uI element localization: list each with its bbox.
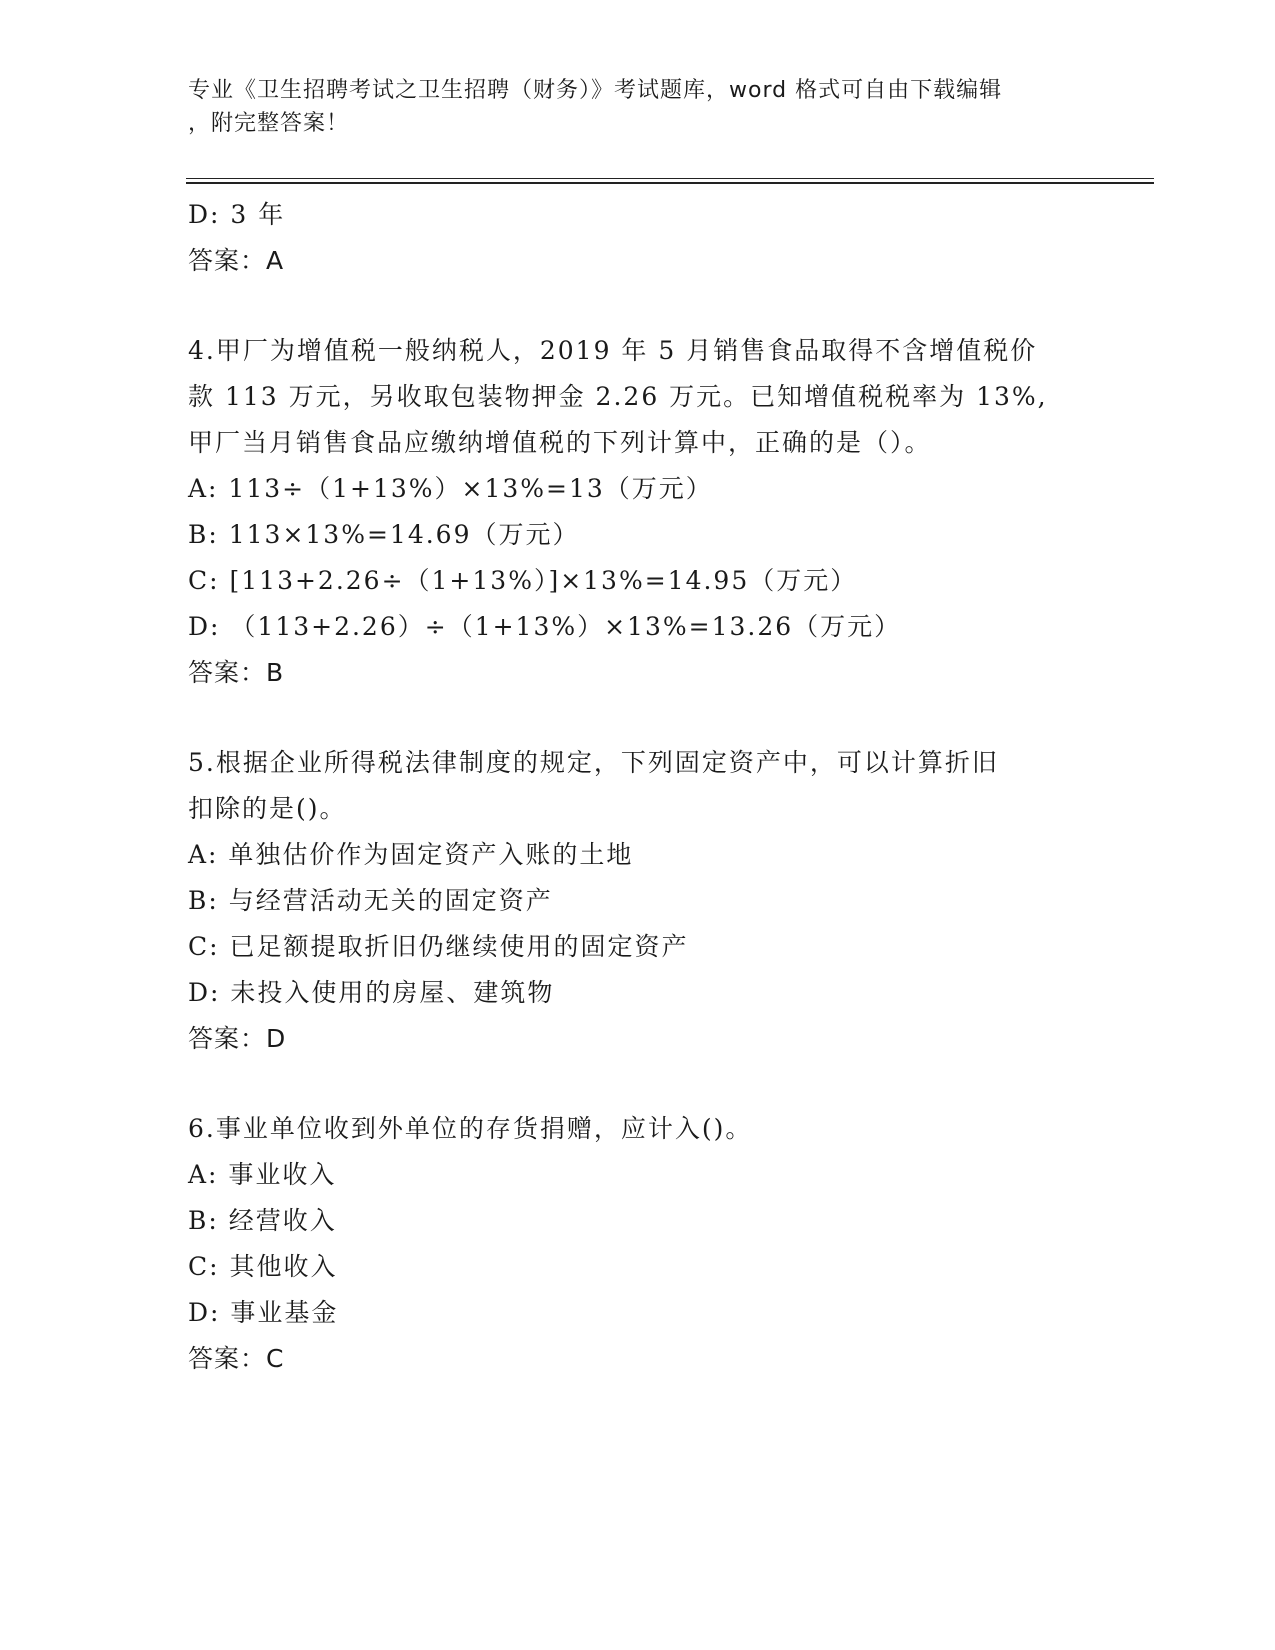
previous-question-tail (188, 192, 1088, 284)
option-c: C: 已足额提取折旧仍继续使用的固定资产 (188, 932, 689, 961)
question-6 (188, 1106, 1088, 1382)
option-a: A: 113÷（1+13%）×13%=13（万元） (188, 474, 713, 503)
answer-line: 答案：D (188, 1024, 287, 1053)
option-c: C: [113+2.26÷（1+13%）]×13%=14.95（万元） (188, 566, 858, 595)
question-text-line: 款 113 万元，另收取包装物押金 2.26 万元。已知增值税税率为 13%, (188, 382, 1048, 411)
option-d: D: （113+2.26）÷（1+13%）×13%=13.26（万元） (188, 612, 902, 641)
option-a: A: 单独估价作为固定资产入账的土地 (188, 840, 634, 869)
option-b: B: 与经营活动无关的固定资产 (188, 886, 553, 915)
answer-line: 答案：A (188, 246, 285, 275)
header-line-1: 专业《卫生招聘考试之卫生招聘（财务）》考试题库，word 格式可自由下载编辑 (188, 78, 1003, 103)
header-rule-thick (186, 182, 1154, 184)
question-text-line: 6.事业单位收到外单位的存货捐赠，应计入()。 (188, 1114, 753, 1143)
option-b: B: 经营收入 (188, 1206, 337, 1235)
option-d: D: 事业基金 (188, 1298, 339, 1327)
question-4 (188, 328, 1088, 696)
option-d: D: 3 年 (188, 200, 286, 229)
question-text-line: 扣除的是()。 (188, 794, 347, 823)
header-rule-thin (186, 178, 1154, 179)
answer-line: 答案：C (188, 1344, 285, 1373)
option-d: D: 未投入使用的房屋、建筑物 (188, 978, 555, 1007)
question-text-line: 甲厂当月销售食品应缴纳增值税的下列计算中，正确的是（）。 (188, 428, 932, 457)
answer-line: 答案：B (188, 658, 285, 687)
question-5 (188, 740, 1088, 1062)
question-text-line: 5.根据企业所得税法律制度的规定，下列固定资产中，可以计算折旧 (188, 748, 999, 777)
document-header (188, 74, 1088, 140)
option-a: A: 事业收入 (188, 1160, 337, 1189)
question-list (188, 192, 1088, 1382)
option-b: B: 113×13%=14.69（万元） (188, 520, 580, 549)
question-text-line: 4.甲厂为增值税一般纳税人，2019 年 5 月销售食品取得不含增值税价 (188, 336, 1038, 365)
option-c: C: 其他收入 (188, 1252, 338, 1281)
header-line-2: ，附完整答案！ (188, 111, 350, 136)
